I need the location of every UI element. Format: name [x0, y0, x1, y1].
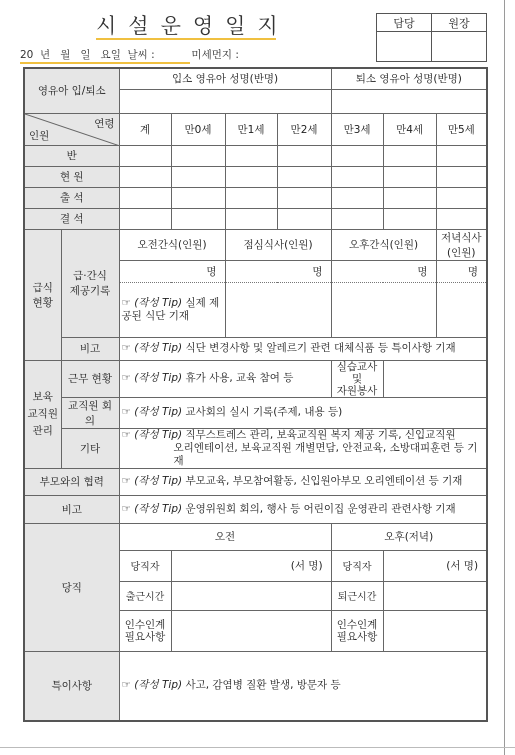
- staff-meeting-field[interactable]: [119, 397, 487, 428]
- tip-label: (작성 Tip): [134, 296, 183, 309]
- duty-leave-field[interactable]: [383, 581, 487, 610]
- page-edge-bottom: [0, 747, 515, 748]
- hand-pointer-icon: ☞: [121, 679, 131, 692]
- staff-section-label: 보육 교직원 관리: [24, 360, 61, 468]
- meal-section-label: 급식 현황: [24, 229, 61, 360]
- duty-pm-sign[interactable]: (서 명): [383, 550, 487, 581]
- date-day[interactable]: 일: [80, 49, 91, 61]
- staff-count-label: 인원: [29, 129, 50, 142]
- meal-am-snack-header: 오전간식(인원): [119, 229, 225, 260]
- table-cell[interactable]: [436, 166, 487, 187]
- enrollment-in-header: 입소 영유아 성명(반명): [119, 68, 331, 89]
- parents-field[interactable]: [119, 468, 487, 495]
- approval-box: [376, 13, 487, 62]
- meal-am-snack-count[interactable]: 명: [119, 260, 225, 282]
- duty-am-handover-field[interactable]: [171, 610, 331, 651]
- remarks-label: 비고: [24, 495, 119, 523]
- table-cell[interactable]: [436, 187, 487, 208]
- table-cell[interactable]: [171, 145, 225, 166]
- meal-dinner-count[interactable]: 명: [436, 260, 487, 282]
- row-present-label: 출 석: [24, 187, 119, 208]
- parents-tip: 부모교육, 부모참여활동, 신입원아부모 오리엔테이션 등 기재: [185, 475, 463, 487]
- tip-label: (작성 Tip): [134, 502, 183, 515]
- approval-staff-label: 담당: [377, 14, 432, 32]
- table-cell[interactable]: [383, 208, 436, 229]
- page-edge-right: [504, 0, 505, 755]
- hand-pointer-icon: ☞: [121, 372, 131, 384]
- age-5-header: 만5세: [436, 113, 487, 145]
- table-cell[interactable]: [119, 145, 171, 166]
- table-cell[interactable]: [383, 145, 436, 166]
- hand-pointer-icon: ☞: [121, 296, 131, 309]
- table-cell[interactable]: [331, 145, 383, 166]
- hand-pointer-icon: ☞: [121, 406, 131, 418]
- row-absent-label: 결 석: [24, 208, 119, 229]
- tip-label: (작성 Tip): [134, 372, 183, 384]
- meal-pm-snack-count[interactable]: 명: [331, 260, 436, 282]
- age-4-header: 만4세: [383, 113, 436, 145]
- table-cell[interactable]: [225, 187, 277, 208]
- row-enrolled-label: 현 원: [24, 166, 119, 187]
- tip-label: (작성 Tip): [134, 679, 183, 692]
- date-year[interactable]: 20 년: [20, 49, 51, 61]
- table-cell[interactable]: [277, 208, 331, 229]
- hand-pointer-icon: ☞: [121, 428, 131, 441]
- date-highlight: [20, 62, 190, 64]
- age-3-header: 만3세: [331, 113, 383, 145]
- staff-other-tip-text2: 오리엔테이션, 보육교직원 개별면담, 안전교육, 소방대피훈련 등 기재: [173, 441, 478, 467]
- table-cell[interactable]: [277, 145, 331, 166]
- staff-other-field[interactable]: [119, 428, 487, 468]
- meal-dinner-header: 저녁식사(인원): [436, 229, 487, 260]
- staff-intern-field[interactable]: [383, 360, 487, 397]
- row-class-label: 반: [24, 145, 119, 166]
- approval-director-label: 원장: [432, 14, 487, 32]
- meal-note-tip: 식단 변경사항 및 알레르기 관련 대체식품 등 특이사항 기재: [185, 342, 456, 354]
- special-label: 특이사항: [24, 651, 119, 721]
- table-cell[interactable]: [225, 145, 277, 166]
- duty-pm-header: 오후(저녁): [331, 523, 487, 550]
- special-tip: 사고, 감염병 질환 발생, 방문자 등: [185, 679, 341, 692]
- date-weekday[interactable]: 요일: [100, 49, 121, 61]
- table-cell[interactable]: [225, 166, 277, 187]
- table-cell[interactable]: [383, 187, 436, 208]
- special-field[interactable]: [119, 651, 487, 721]
- table-cell[interactable]: [225, 208, 277, 229]
- date-dust[interactable]: 미세먼지 :: [191, 49, 239, 61]
- meal-am-snack-menu[interactable]: [119, 282, 225, 337]
- tip-label: (작성 Tip): [134, 428, 183, 441]
- table-cell[interactable]: [171, 208, 225, 229]
- staff-other-tip-line1: [122, 429, 485, 442]
- duty-am-person-label: 당직자: [119, 550, 171, 581]
- hand-pointer-icon: ☞: [121, 502, 131, 515]
- parents-label: 부모와의 협력: [24, 468, 119, 495]
- meal-lunch-menu[interactable]: [225, 282, 331, 337]
- page-title: 시설운영일지: [96, 14, 290, 38]
- table-cell[interactable]: [436, 208, 487, 229]
- meal-note-label: 비고: [61, 337, 119, 360]
- approval-director-sign[interactable]: [432, 32, 487, 62]
- duty-pm-handover-label: 인수인계 필요사항: [331, 610, 383, 651]
- staff-other-label: 기타: [61, 428, 119, 468]
- enrollment-in-field[interactable]: [119, 89, 331, 113]
- tip-label: (작성 Tip): [134, 475, 183, 487]
- table-cell[interactable]: [277, 166, 331, 187]
- meal-lunch-header: 점심식사(인원): [225, 229, 331, 260]
- staff-work-field[interactable]: [119, 360, 331, 397]
- enrollment-out-header: 퇴소 영유아 성명(반명): [331, 68, 487, 89]
- tip-label: (작성 Tip): [134, 406, 183, 418]
- staff-other-tip-text1: 직무스트레스 관리, 보육교직원 복지 제공 기록, 신입교직원: [185, 428, 456, 441]
- duty-leave-label: 퇴근시간: [331, 581, 383, 610]
- remarks-field[interactable]: [119, 495, 487, 523]
- date-month[interactable]: 월: [60, 49, 71, 61]
- table-cell[interactable]: [331, 208, 383, 229]
- title-highlight: [96, 38, 276, 40]
- duty-arrive-field[interactable]: [171, 581, 331, 610]
- enrollment-out-field[interactable]: [331, 89, 487, 113]
- duty-am-header: 오전: [119, 523, 331, 550]
- table-cell[interactable]: [119, 208, 171, 229]
- approval-staff-sign[interactable]: [377, 32, 432, 62]
- tip-label: (작성 Tip): [134, 342, 183, 354]
- enrollment-label: 영유아 입/퇴소: [24, 68, 119, 113]
- table-cell[interactable]: [383, 166, 436, 187]
- table-cell[interactable]: [119, 187, 171, 208]
- duty-am-sign[interactable]: (서 명): [171, 550, 331, 581]
- staff-meeting-tip: 교사회의 실시 기록(주제, 내용 등): [185, 406, 343, 418]
- staff-work-label: 근무 현황: [61, 360, 119, 397]
- duty-pm-person-label: 당직자: [331, 550, 383, 581]
- meal-pm-snack-menu[interactable]: [331, 282, 436, 337]
- table-cell[interactable]: [277, 187, 331, 208]
- meal-dinner-menu[interactable]: [436, 282, 487, 337]
- meal-note-field[interactable]: [119, 337, 487, 360]
- date-line: [20, 47, 239, 62]
- table-cell[interactable]: [171, 166, 225, 187]
- age-staff-header: [24, 113, 119, 145]
- duty-am-handover-label: 인수인계 필요사항: [119, 610, 171, 651]
- remarks-tip: 운영위원회 회의, 행사 등 어린이집 운영관리 관련사항 기재: [185, 502, 456, 515]
- duty-pm-handover-field[interactable]: [383, 610, 487, 651]
- staff-meeting-label: 교직원 회의: [61, 397, 119, 428]
- meal-provision-label: 급·간식 제공기록: [61, 229, 119, 337]
- meal-pm-snack-header: 오후간식(인원): [331, 229, 436, 260]
- duty-label: 당직: [24, 523, 119, 651]
- table-cell[interactable]: [331, 187, 383, 208]
- hand-pointer-icon: ☞: [121, 475, 131, 487]
- table-cell[interactable]: [171, 187, 225, 208]
- hand-pointer-icon: ☞: [121, 342, 131, 354]
- age-label: 연령: [94, 117, 115, 130]
- age-2-header: 만2세: [277, 113, 331, 145]
- age-1-header: 만1세: [225, 113, 277, 145]
- date-weather[interactable]: 날씨 :: [127, 49, 155, 61]
- age-0-header: 만0세: [171, 113, 225, 145]
- staff-work-tip: 휴가 사용, 교육 참여 등: [185, 372, 294, 384]
- table-cell[interactable]: [436, 145, 487, 166]
- duty-arrive-label: 출근시간: [119, 581, 171, 610]
- staff-intern-label: 실습교사 및 자원봉사: [331, 360, 383, 397]
- operation-log-table: [23, 67, 488, 722]
- table-cell[interactable]: [331, 166, 383, 187]
- meal-lunch-count[interactable]: 명: [225, 260, 331, 282]
- meal-provision-tip: 실제 제공된 식단 기재: [121, 296, 220, 322]
- age-total-header: 계: [119, 113, 171, 145]
- table-cell[interactable]: [119, 166, 171, 187]
